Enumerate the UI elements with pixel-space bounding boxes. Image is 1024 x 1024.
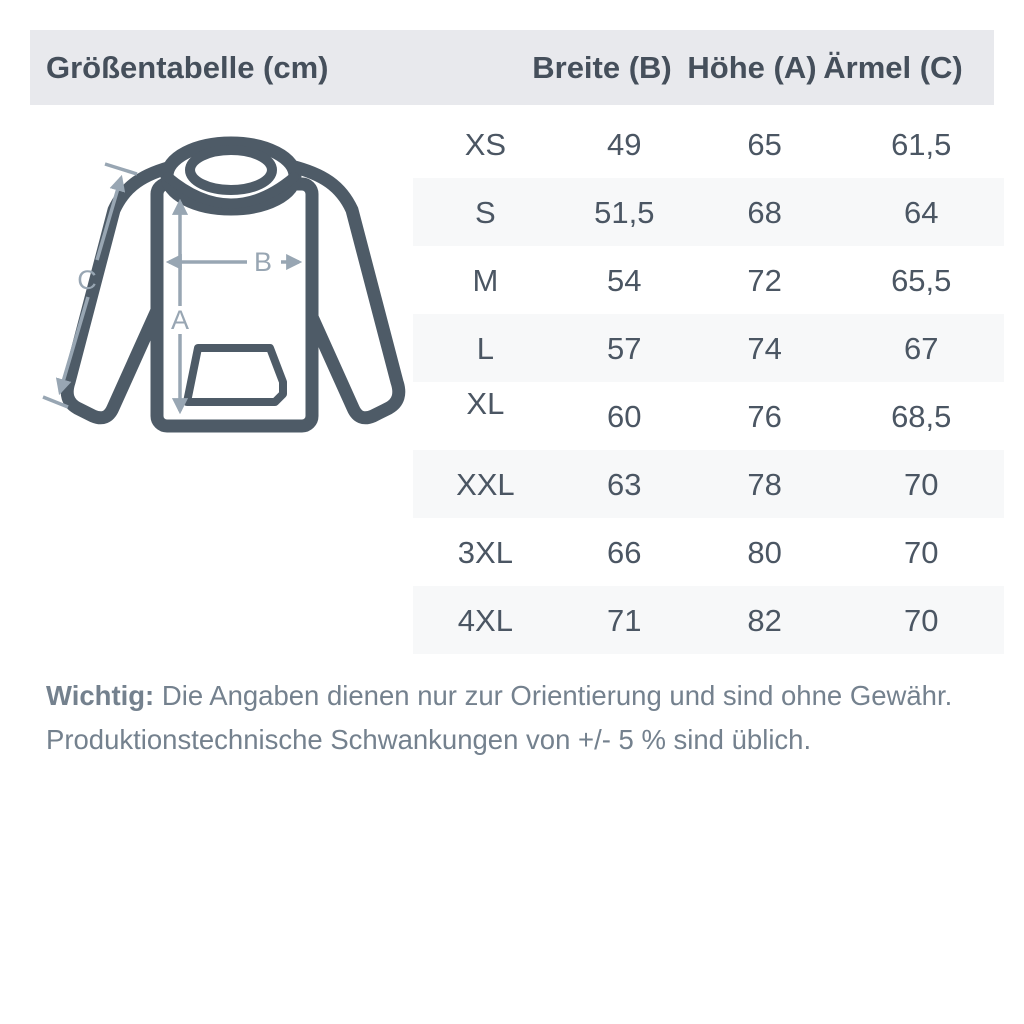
hoehe-value: 78: [747, 466, 782, 502]
size-label: XS: [464, 126, 507, 162]
breite-value: 49: [607, 126, 642, 162]
breite-value: 57: [607, 330, 642, 366]
table-row-m: [413, 246, 1004, 314]
column-header-breite: Breite (B): [532, 50, 672, 85]
table-row-s: [413, 178, 1004, 246]
size-label: 3XL: [457, 534, 513, 570]
size-label: S: [475, 194, 496, 230]
hoehe-value: 74: [747, 330, 782, 366]
breite-value: 71: [607, 602, 642, 638]
table-row-xl: [413, 382, 1004, 450]
table-row-4xl: [413, 586, 1004, 654]
aermel-value: 70: [903, 466, 939, 502]
disclaimer-line2: Produktionstechnische Schwankungen von +/- 5 % sind üblich.: [46, 724, 812, 755]
breite-value: 51,5: [594, 194, 655, 230]
aermel-value: 67: [903, 330, 939, 366]
aermel-value: 61,5: [891, 126, 952, 162]
breite-value: 63: [607, 466, 642, 502]
disclaimer-line1: Die Angaben dienen nur zur Orientierung und sind ohne Gewähr.: [154, 680, 953, 711]
hoodie-diagram-svg: [35, 120, 415, 450]
size-label: XXL: [456, 466, 515, 502]
hoehe-value: 72: [747, 262, 782, 298]
column-header-hoehe: Höhe (A): [687, 50, 817, 85]
disclaimer-bold-word: Wichtig:: [46, 680, 155, 711]
hoehe-value: 65: [747, 126, 782, 162]
aermel-value: 68,5: [891, 398, 952, 434]
size-label: M: [472, 262, 499, 298]
aermel-value: 65,5: [891, 262, 952, 298]
table-header-bar: [30, 30, 994, 105]
disclaimer-note: [46, 674, 986, 762]
table-row-xs: [413, 110, 1004, 178]
column-header-aermel: Ärmel (C): [823, 50, 963, 85]
breite-value: 60: [607, 398, 642, 434]
size-label: 4XL: [457, 602, 513, 638]
dimension-label-c: C: [77, 265, 97, 295]
table-row-xxl: [413, 450, 1004, 518]
pocket-outline: [187, 348, 283, 402]
aermel-value: 70: [903, 534, 939, 570]
breite-value: 54: [607, 262, 642, 298]
dimension-label-b: B: [253, 247, 273, 277]
size-label: L: [476, 330, 495, 366]
aermel-value: 70: [903, 602, 939, 638]
dimension-label-a: A: [170, 305, 190, 335]
aermel-value: 64: [903, 194, 939, 230]
hoehe-value: 68: [747, 194, 782, 230]
size-label: XL: [466, 385, 505, 421]
hoodie-measurement-diagram: [35, 120, 415, 450]
hoehe-value: 82: [747, 602, 782, 638]
table-row-l: [413, 314, 1004, 382]
table-row-3xl: [413, 518, 1004, 586]
size-chart-title: Größentabelle (cm): [46, 50, 329, 85]
hoehe-value: 80: [747, 534, 782, 570]
breite-value: 66: [607, 534, 642, 570]
size-table: [413, 110, 1004, 654]
hoehe-value: 76: [747, 398, 782, 434]
sleeve-arrow-c-top-tick: [105, 164, 137, 174]
